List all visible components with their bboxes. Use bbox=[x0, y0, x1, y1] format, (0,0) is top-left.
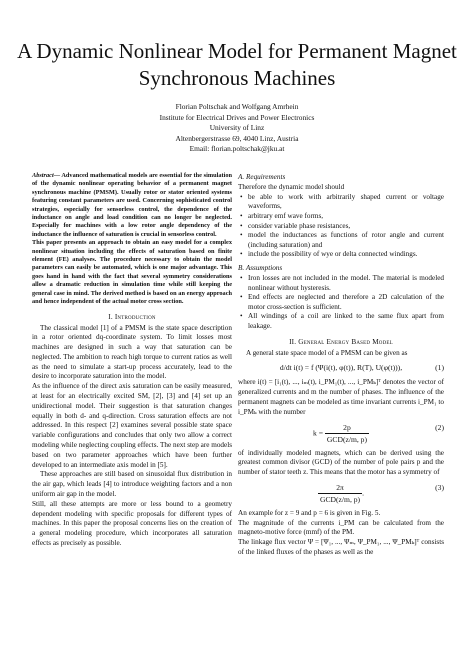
list-item: • arbitrary emf wave forms, bbox=[238, 212, 444, 222]
affiliation-institute: Institute for Electrical Drives and Power Electronics bbox=[159, 112, 315, 122]
equation-3-denominator: GCD(z/m, p) bbox=[320, 494, 361, 504]
list-item: • All windings of a coil are linked to the same flux apart from leakage. bbox=[238, 312, 444, 331]
list-item: • be able to work with arbitrarily shaped current or voltage waveforms, bbox=[238, 193, 444, 212]
energy-paragraph-1: A general state space model of a PMSM can be given as bbox=[246, 348, 408, 357]
energy-paragraph-6: The linkage flux vector Ψ = [Ψ₁, ..., Ψₘ, Ψ_PM₁, ..., Ψ_PMₖ]ᵀ consists of the linked fluxes of the phases as well as the bbox=[238, 538, 444, 557]
paper-title bbox=[0, 38, 474, 92]
equation-2-fraction bbox=[325, 422, 369, 445]
abstract-paragraph-1 bbox=[32, 172, 232, 239]
equation-1 bbox=[238, 362, 444, 374]
equation-3-tail: . bbox=[362, 488, 364, 498]
equation-3-number: (3) bbox=[435, 482, 444, 492]
title-line-1: A Dynamic Nonlinear Model for Permanent Magnet bbox=[17, 39, 457, 63]
list-item: • End effects are neglected and therefore a 2D calculation of the motor cross-section is sufficient. bbox=[238, 293, 444, 312]
list-item: • Iron losses are not included in the model. The material is modeled nonlinear without hysteresis. bbox=[238, 274, 444, 293]
list-item: • model the inductances as functions of rotor angle and current (including saturation) and bbox=[238, 231, 444, 250]
intro-paragraph-4: Still, all these attempts are more or less bound to a geometry dependent modeling with specific proposals for different types of machines. In this paper the proposal concerns lies on the creation of a general modeling procedure, which incorporates all saturation effects as precisely as possible. bbox=[32, 499, 232, 548]
equation-2-number: (2) bbox=[435, 422, 444, 432]
equation-1-number: (1) bbox=[435, 363, 444, 373]
equation-1-body: d/dt i(t) = f (Ψ(i(t), φ(t)), R(T), U(φ(t))), bbox=[279, 363, 403, 373]
email: Email: florian.poltschak@jku.at bbox=[189, 144, 285, 153]
assumptions-list bbox=[238, 274, 444, 332]
energy-paragraph-5: The magnitude of the currents i_PM can be calculated from the magneto-motive force (mmf) of the PM. bbox=[238, 518, 444, 537]
intro-heading: I. Introduction bbox=[108, 312, 156, 321]
list-item: • include the possibility of wye or delta connected windings. bbox=[238, 250, 444, 260]
title-line-2: Synchronous Machines bbox=[138, 66, 336, 90]
equation-3-numerator: 2π bbox=[318, 482, 362, 494]
assumptions-heading: B. Assumptions bbox=[238, 263, 283, 272]
authors: Florian Poltschak and Wolfgang Amrhein bbox=[175, 102, 299, 111]
energy-heading: II. General Energy Based Model bbox=[289, 337, 393, 346]
energy-paragraph-2: where i(t) = [i₁(t), ..., iₘ(t), i_PM₁(t), ..., i_PMₖ]ᵀ denotes the vector of generalized currents and m the number of phases. The influence of the permanent magnets can be modeled as time invariant currents i_PM₁ to i_PMₖ with the number bbox=[238, 378, 444, 416]
abstract-text: — Advanced mathematical models are essential for the simulation of the dynamic nonlinear operating behavior of a permanent magnet synchronous machine (PMSM). Usually rotor or stator oriented systems featuring constant parameters are used. Concerning sophisticated control strategies, especially for sensorless control, the dependence of the inductance on angle and load condition can no longer be neglected. Especially for machines with a low rotor angle dependency of the inductance the influence of saturation is crucial in sensorless control. bbox=[32, 172, 232, 238]
equation-3-fraction bbox=[318, 482, 362, 505]
energy-paragraph-3: of individually modeled magnets, which can be derived using the greatest common divisor (GCD) of the number of pole pairs p and the number of stator teeth z. This means that the motor has a symmetry of bbox=[238, 448, 444, 477]
equation-2 bbox=[238, 422, 444, 445]
abstract-paragraph-2: This paper presents an approach to obtain an easy model for a complex nonlinear situation including the effects of saturation based on finite element (FE) analyses. The procedure necessary to obtain the model parameters can easily be automated, which is one major advantage. This goes hand in hand with the fact that several symmetry considerations allow a dramatic reduction in simulation time while still keeping the general case in mind. The derived method is based on an energy approach and hence independent of the actual motor cross section. bbox=[32, 239, 232, 306]
intro-paragraph-2: As the influence of the direct axis saturation can be easily measured, at least for an electrically excited SM, [2], [3] and [4] set up an unidirectional model. Their suggestion is that saturation changes equally in both d- and q-direction. Cross saturation effects are not addressed. In this respect [2] examines several possible state space variable configurations and concludes that only two allow a correct modeling while neglecting coupling effects. The next step are models based on two parameter approaches which have been further developed to an intermediate axis model in [5]. bbox=[32, 382, 232, 469]
equation-2-numerator: 2p bbox=[325, 422, 369, 434]
list-item: • consider variable phase resistances, bbox=[238, 222, 444, 232]
intro-paragraph-3: These approaches are still based on sinusoidal flux distribution in the air gap, which leads [4] to introduce weighting factors and a non uniform air gap in the model. bbox=[32, 470, 232, 499]
equation-2-lhs: k = bbox=[313, 427, 323, 437]
right-column bbox=[238, 172, 444, 558]
abstract-lead: Abstract bbox=[32, 172, 54, 179]
requirements-heading: A. Requirements bbox=[238, 173, 286, 181]
intro-paragraph-1: The classical model [1] of a PMSM is the state space description in a rotor oriented dq-coordinate system. To limit losses most machines are designed in such a way that saturation can be neglected. The ambition to reach high torque to current ratios as well as the need to simulate a start-up process accurately, lead to the desire to incorporate saturation into the model. bbox=[32, 323, 232, 381]
equation-2-denominator: GCD(z/m, p) bbox=[326, 434, 367, 444]
affiliation-university: University of Linz bbox=[209, 123, 265, 132]
requirements-list bbox=[238, 193, 444, 260]
address: Altenbergerstrasse 69, 4040 Linz, Austria bbox=[175, 133, 299, 143]
energy-paragraph-4: An example for z = 9 and p = 6 is given in Fig. 5. bbox=[238, 508, 381, 517]
author-block bbox=[0, 102, 474, 155]
requirements-intro: Therefore the dynamic model should bbox=[238, 183, 345, 191]
left-column bbox=[32, 172, 232, 549]
equation-3 bbox=[238, 482, 444, 505]
